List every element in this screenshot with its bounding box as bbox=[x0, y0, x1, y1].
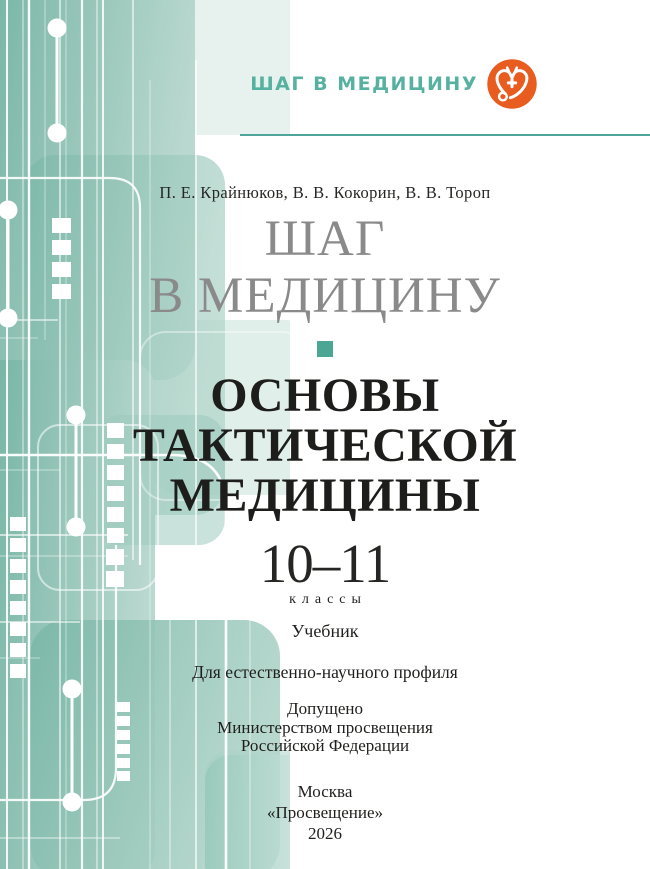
grades-range: 10–11 bbox=[259, 533, 391, 594]
separator-square bbox=[317, 341, 333, 357]
book-title-line3: МЕДИЦИНЫ bbox=[169, 469, 481, 522]
authors-line: П. Е. Крайнюков, В. В. Кокорин, В. В. Тороп bbox=[159, 183, 491, 202]
book-title-line2: ТАКТИЧЕСКОЙ bbox=[132, 419, 518, 472]
circuit-pattern-decoration bbox=[0, 0, 290, 869]
imprint-city: Москва bbox=[297, 781, 353, 801]
imprint-year: 2026 bbox=[307, 823, 342, 843]
grades-label: классы bbox=[289, 592, 367, 607]
header-divider-line bbox=[240, 134, 650, 136]
series-title-line1: ШАГ bbox=[264, 211, 386, 267]
deco-teal-block-bottom-right bbox=[205, 755, 290, 869]
series-title-line2: В МЕДИЦИНУ bbox=[149, 268, 501, 324]
stethoscope-heart-icon bbox=[486, 58, 538, 110]
imprint-publisher: «Просвещение» bbox=[266, 802, 384, 822]
approval-line3: Российской Федерации bbox=[240, 736, 410, 755]
series-logo-text: ШАГ В МЕДИЦИНУ bbox=[250, 73, 478, 95]
book-title-line1: ОСНОВЫ bbox=[210, 369, 440, 422]
profile-line: Для естественно-научного профиля bbox=[192, 662, 458, 682]
approval-line1: Допущено bbox=[287, 699, 363, 718]
approval-line2: Министерством просвещения bbox=[217, 717, 433, 737]
series-logo bbox=[0, 55, 650, 111]
book-kind: Учебник bbox=[291, 621, 359, 641]
